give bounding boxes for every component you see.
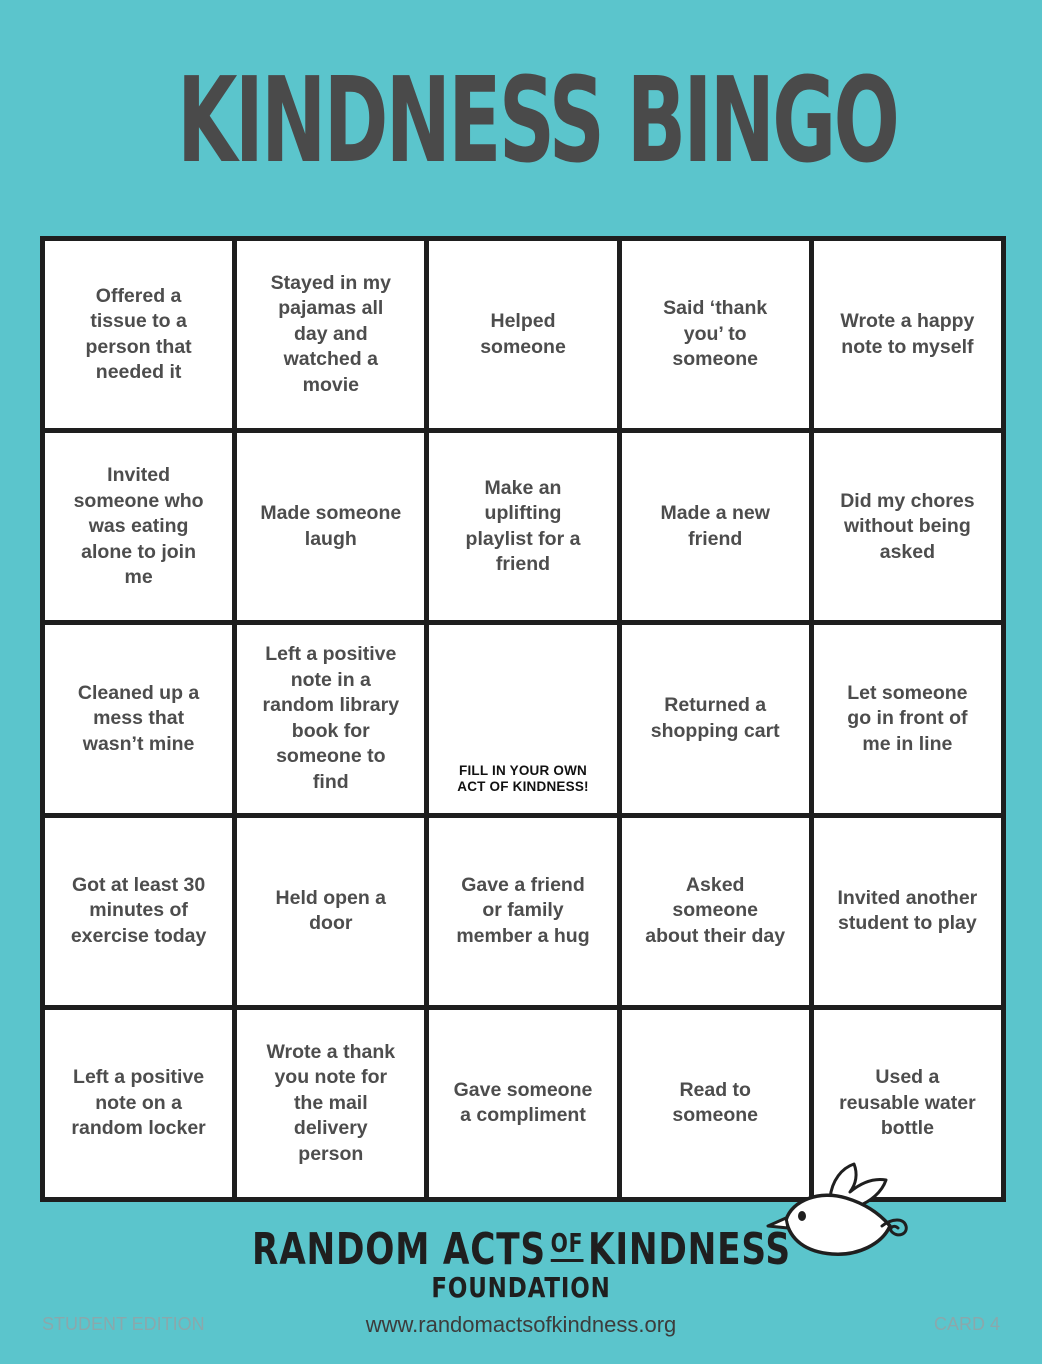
logo-word-of: OF (550, 1229, 583, 1262)
bingo-cell[interactable] (429, 433, 616, 620)
foundation-logo (0, 1222, 1042, 1304)
bingo-cell[interactable] (622, 433, 809, 620)
bingo-cell[interactable] (429, 818, 616, 1005)
website-link[interactable]: www.randomactsofkindness.org (365, 1312, 677, 1337)
bingo-cell-text: Made a new friend (660, 502, 770, 550)
bingo-cell[interactable] (45, 241, 232, 428)
bingo-cell-text: Made someone laugh (260, 502, 402, 550)
bingo-cell-text: Helped someone (480, 310, 566, 358)
bingo-cell-text: Cleaned up a mess that wasn’t mine (77, 681, 200, 755)
bingo-cell[interactable] (237, 818, 424, 1005)
bingo-cell[interactable] (45, 433, 232, 620)
bingo-cell[interactable] (814, 818, 1001, 1005)
bingo-cell-text: Returned a shopping cart (650, 694, 780, 742)
bingo-cell-text: Stayed in my pajamas all day and watched a movie (270, 271, 391, 396)
bingo-cell-text: Invited someone who was eating alone to join me (73, 464, 204, 589)
bingo-cell[interactable] (237, 241, 424, 428)
bingo-cell-text: Held open a door (275, 886, 387, 935)
bingo-cell-text: Let someone go in front of me in line (847, 681, 968, 755)
logo-word-kindness: KINDNESS (587, 1224, 791, 1275)
bingo-cell[interactable] (45, 818, 232, 1005)
free-cell-prompt: FILL IN YOUR OWN ACT OF KINDNESS! (457, 762, 589, 794)
edition-label: STUDENT EDITION (42, 1314, 205, 1334)
card-number: CARD 4 (933, 1314, 1000, 1334)
bingo-cell[interactable] (622, 241, 809, 428)
logo-foundation-word: FOUNDATION (431, 1271, 611, 1304)
bingo-cell[interactable] (237, 433, 424, 620)
bingo-cell-text: Did my chores without being asked (840, 489, 975, 563)
bingo-cell-text: Gave a friend or family member a hug (456, 873, 590, 947)
page-title: KINDNESS BINGO (177, 51, 898, 189)
bingo-cell[interactable] (429, 241, 616, 428)
bingo-free-cell[interactable] (429, 625, 616, 812)
bingo-cell[interactable] (814, 625, 1001, 812)
bingo-cell[interactable] (814, 433, 1001, 620)
bingo-cell-text: Asked someone about their day (645, 873, 786, 947)
bingo-cell[interactable] (45, 1010, 232, 1197)
bingo-cell-text: Gave someone a compliment (453, 1078, 593, 1127)
bingo-cell-text: Offered a tissue to a person that needed it (85, 284, 192, 384)
bingo-cell[interactable] (814, 241, 1001, 428)
bingo-cell-text: Got at least 30 minutes of exercise today (70, 873, 207, 947)
bingo-cell[interactable] (429, 1010, 616, 1197)
bingo-cell-text: Used a reusable water bottle (839, 1066, 976, 1140)
bingo-cell[interactable] (237, 1010, 424, 1197)
bingo-cell[interactable] (622, 818, 809, 1005)
bingo-cell[interactable] (622, 625, 809, 812)
bingo-cell-text: Read to someone (672, 1078, 758, 1127)
logo-wordmark (252, 1222, 791, 1278)
bingo-cell[interactable] (45, 625, 232, 812)
bingo-cell-text: Make an uplifting playlist for a friend (465, 476, 581, 576)
bingo-cell-text: Left a positive note on a random locker (71, 1066, 206, 1140)
bingo-board (40, 236, 1006, 1202)
bingo-cell[interactable] (237, 625, 424, 812)
bingo-cell-text: Wrote a thank you note for the mail delivery person (266, 1040, 396, 1165)
bingo-cell-text: Said ‘thank you’ to someone (663, 297, 768, 371)
logo-word-random-acts: RANDOM ACTS (251, 1224, 546, 1275)
bingo-cell-text: Left a positive note in a random library book for someone to find (262, 643, 400, 793)
bingo-cell-text: Wrote a happy note to myself (840, 310, 975, 358)
bingo-cell-text: Invited another student to play (837, 886, 978, 935)
